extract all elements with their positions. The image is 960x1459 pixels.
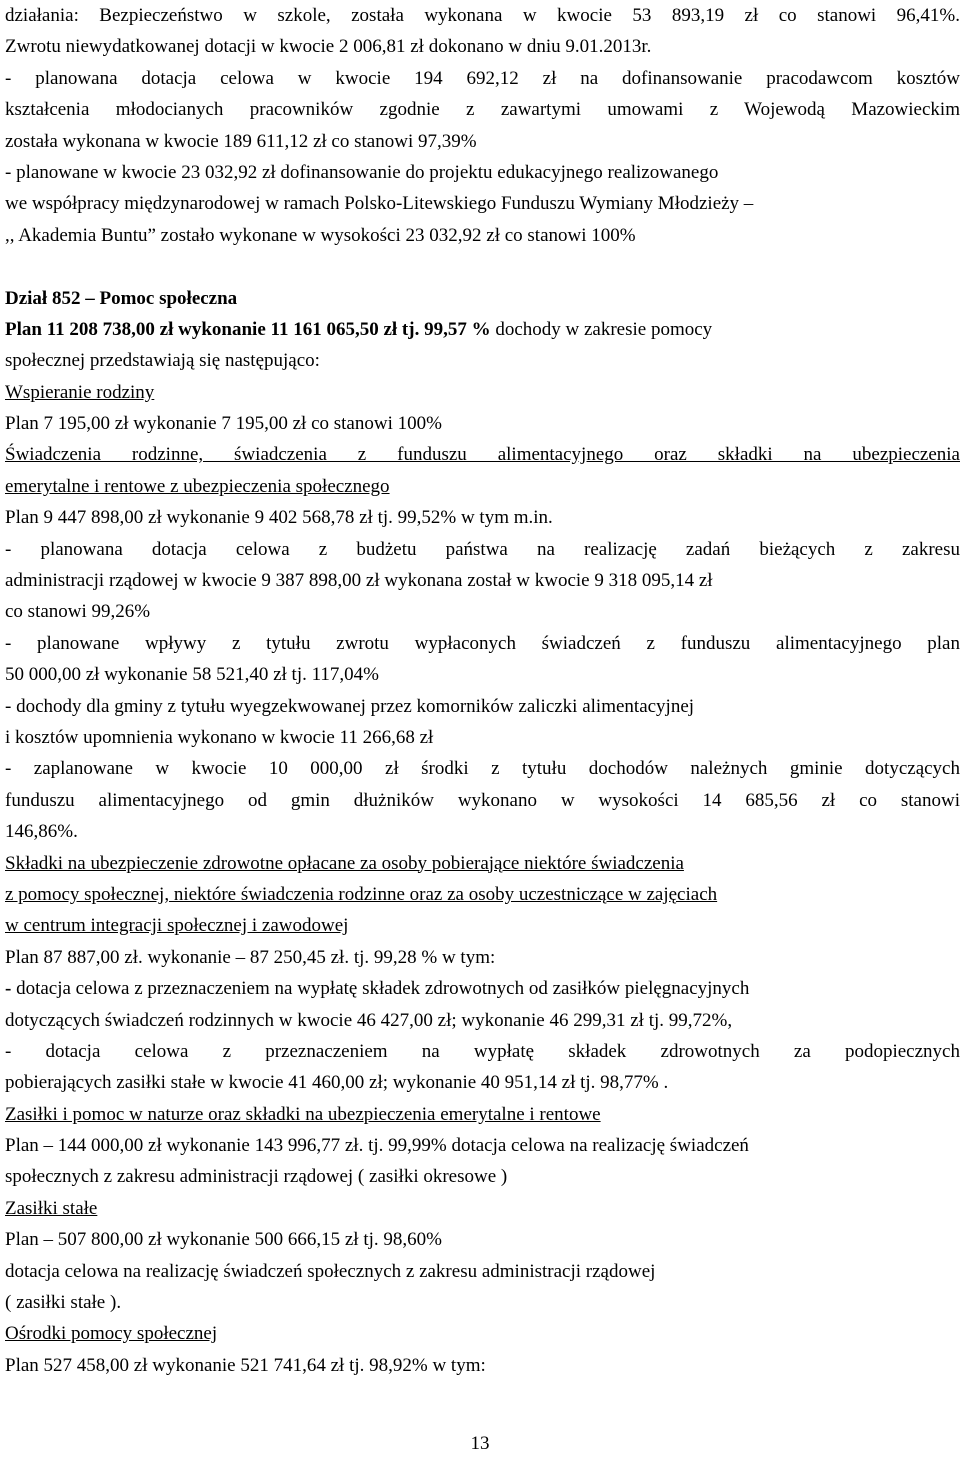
text-line: [5, 973, 960, 1004]
text-line: co stanowi 99,26%: [5, 601, 151, 623]
text-line: dotyczących świadczeń rodzinnych w kwocie 46 427,00 zł; wykonanie 46 299,31 zł tj. 99,72%,: [5, 1009, 733, 1031]
subheading-skladki-cont: w centrum integracji społecznej i zawodowej: [5, 915, 349, 937]
text-line: kształcenia młodocianych pracowników zgodnie z zawartymi umowami z Wojewodą Mazowieckim: [5, 99, 960, 121]
subheading-swiadczenia-cont: emerytalne i rentowe z ubezpieczenia społecznego: [5, 475, 390, 497]
plan-summary-normal: dochody w zakresie pomocy: [490, 318, 713, 340]
text-fragment: dotacja celowa z przeznaczeniem na wypłatę składek zdrowotnych od zasiłków pielęgnacyjnych: [11, 978, 750, 1000]
subheading-swiadczenia: Świadczenia rodzinne, świadczenia z funduszu alimentacyjnego oraz składki na ubezpieczenia: [5, 444, 960, 466]
text-line: - zaplanowane w kwocie 10 000,00 zł środki z tytułu dochodów należnych gminie dotyczących: [5, 758, 960, 780]
text-line: 146,86%.: [5, 821, 78, 843]
subheading-skladki: Składki na ubezpieczenie zdrowotne opłacane za osoby pobierające niektóre świadczenia: [5, 852, 684, 874]
plan-summary-bold: Plan 11 208 738,00 zł wykonanie 11 161 065,50 zł tj. 99,57 %: [5, 318, 491, 340]
subheading-wspieranie-rodziny: Wspieranie rodziny: [5, 381, 155, 403]
text-line: społecznej przedstawiają się następująco:: [5, 350, 320, 372]
text-line: - planowana dotacja celowa z budżetu państwa na realizację zadań bieżących z zakresu: [5, 538, 960, 560]
text-line: Zwrotu niewydatkowanej dotacji w kwocie 2 006,81 zł dokonano w dniu 9.01.2013r.: [5, 36, 652, 58]
text-line: i kosztów upomnienia wykonano w kwocie 11 266,68 zł: [5, 726, 434, 748]
text-line: Plan 7 195,00 zł wykonanie 7 195,00 zł co stanowi 100%: [5, 413, 442, 435]
text-line: Plan 87 887,00 zł. wykonanie – 87 250,45 zł. tj. 99,28 % w tym:: [5, 946, 496, 968]
text-line: ( zasiłki stałe ).: [5, 1292, 122, 1314]
page-number: 13: [470, 1433, 490, 1454]
text-line: funduszu alimentacyjnego od gmin dłużników wykonano w wysokości 14 685,56 zł co stanowi: [5, 789, 960, 811]
spacer: [5, 251, 960, 282]
text-line: - planowane w kwocie 23 032,92 zł dofinansowanie do projektu edukacyjnego realizowanego: [5, 161, 719, 183]
text-line: Plan – 144 000,00 zł wykonanie 143 996,77 zł. tj. 99,99% dotacja celowa na realizację świadczeń: [5, 1135, 749, 1157]
text-line: pobierających zasiłki stałe w kwocie 41 460,00 zł; wykonanie 40 951,14 zł tj. 98,77% .: [5, 1072, 669, 1094]
text-line: administracji rządowej w kwocie 9 387 898,00 zł wykonana został w kwocie 9 318 095,14 zł: [5, 570, 713, 592]
text-line: działania: Bezpieczeństwo w szkole, została wykonana w kwocie 53 893,19 zł co stanowi 96,41%.: [5, 5, 960, 26]
text-line: Plan – 507 800,00 zł wykonanie 500 666,15 zł tj. 98,60%: [5, 1229, 442, 1251]
text-line: Plan 9 447 898,00 zł wykonanie 9 402 568,78 zł tj. 99,52% w tym m.in.: [5, 507, 553, 529]
text-line: we współpracy międzynarodowej w ramach Polsko-Litewskiego Funduszu Wymiany Młodzieży –: [5, 193, 754, 215]
plan-summary-line: [5, 314, 960, 345]
text-line: została wykonana w kwocie 189 611,12 zł co stanowi 97,39%: [5, 130, 477, 152]
text-line: społecznych z zakresu administracji rządowej ( zasiłki okresowe ): [5, 1166, 508, 1188]
subheading-zasilki: Zasiłki i pomoc w naturze oraz składki na ubezpieczenia emerytalne i rentowe: [5, 1103, 601, 1125]
text-line: - planowane wpływy z tytułu zwrotu wypłaconych świadczeń z funduszu alimentacyjnego plan: [5, 632, 960, 654]
text-line: ,, Akademia Buntu” zostało wykonane w wysokości 23 032,92 zł co stanowi 100%: [5, 224, 636, 246]
text-line: - planowana dotacja celowa w kwocie 194 692,12 zł na dofinansowanie pracodawcom kosztów: [5, 67, 960, 89]
text-line: 50 000,00 zł wykonanie 58 521,40 zł tj. 117,04%: [5, 664, 379, 686]
text-line: dotacja celowa na realizację świadczeń społecznych z zakresu administracji rządowej: [5, 1260, 656, 1282]
text-line: - dochody dla gminy z tytułu wyegzekwowanej przez komorników zaliczki alimentacyjnej: [5, 695, 695, 717]
subheading-zasilki-stale: Zasiłki stałe: [5, 1197, 98, 1219]
text-line: - dotacja celowa z przeznaczeniem na wypłatę składek zdrowotnych za podopiecznych: [5, 1040, 960, 1062]
text-line: Plan 527 458,00 zł wykonanie 521 741,64 zł tj. 98,92% w tym:: [5, 1354, 486, 1376]
subheading-osrodki: Ośrodki pomocy społecznej: [5, 1323, 218, 1345]
section-heading-dzial: Dział 852 – Pomoc społeczna: [5, 287, 238, 309]
document-page: [5, 0, 960, 1381]
subheading-skladki-cont: z pomocy społecznej, niektóre świadczenia rodzinne oraz za osoby uczestniczące w zajęciach: [5, 883, 718, 905]
dash-bold: -: [5, 978, 12, 1000]
